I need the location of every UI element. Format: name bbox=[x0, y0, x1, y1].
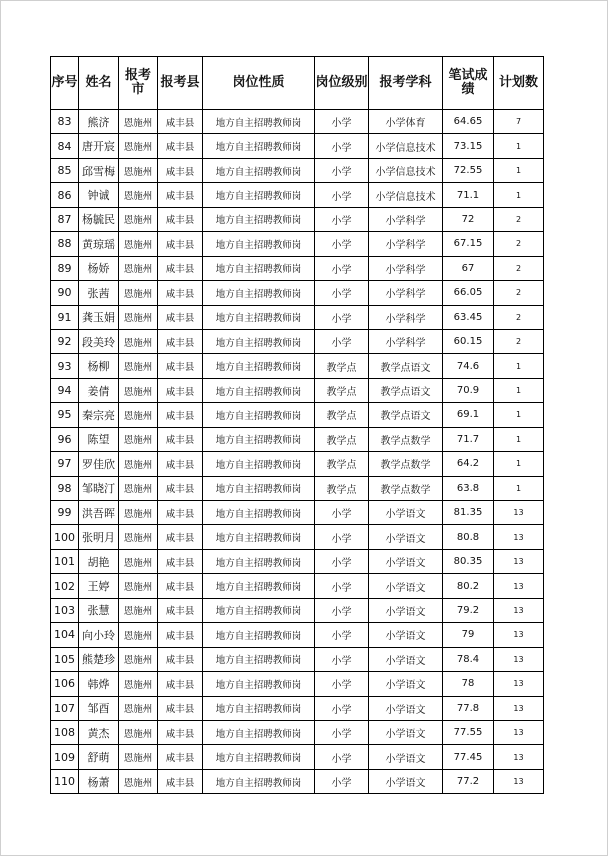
cell-county: 咸丰县 bbox=[158, 378, 203, 402]
cell-post-type: 地方自主招聘教师岗 bbox=[203, 672, 315, 696]
table-row bbox=[51, 672, 544, 696]
cell-level: 小学 bbox=[315, 745, 369, 769]
cell-county: 咸丰县 bbox=[158, 305, 203, 329]
cell-post-type: 地方自主招聘教师岗 bbox=[203, 696, 315, 720]
cell-plan: 13 bbox=[494, 672, 544, 696]
cell-city: 恩施州 bbox=[119, 696, 158, 720]
table-row bbox=[51, 574, 544, 598]
cell-subject: 小学语文 bbox=[369, 574, 443, 598]
header-city: 报考市 bbox=[119, 57, 158, 110]
cell-score: 80.8 bbox=[443, 525, 494, 549]
cell-post-type: 地方自主招聘教师岗 bbox=[203, 745, 315, 769]
cell-county: 咸丰县 bbox=[158, 476, 203, 500]
cell-level: 小学 bbox=[315, 134, 369, 158]
cell-level: 小学 bbox=[315, 647, 369, 671]
cell-city: 恩施州 bbox=[119, 378, 158, 402]
cell-post-type: 地方自主招聘教师岗 bbox=[203, 574, 315, 598]
cell-plan: 13 bbox=[494, 745, 544, 769]
cell-post-type: 地方自主招聘教师岗 bbox=[203, 476, 315, 500]
cell-post-type: 地方自主招聘教师岗 bbox=[203, 329, 315, 353]
cell-subject: 小学科学 bbox=[369, 256, 443, 280]
cell-plan: 2 bbox=[494, 256, 544, 280]
cell-county: 咸丰县 bbox=[158, 549, 203, 573]
table-row bbox=[51, 476, 544, 500]
cell-post-type: 地方自主招聘教师岗 bbox=[203, 525, 315, 549]
cell-subject: 教学点数学 bbox=[369, 427, 443, 451]
cell-level: 小学 bbox=[315, 720, 369, 744]
table-row bbox=[51, 696, 544, 720]
table-row bbox=[51, 378, 544, 402]
cell-score: 78 bbox=[443, 672, 494, 696]
cell-county: 咸丰县 bbox=[158, 501, 203, 525]
table-row bbox=[51, 745, 544, 769]
cell-subject: 小学语文 bbox=[369, 745, 443, 769]
cell-score: 70.9 bbox=[443, 378, 494, 402]
cell-score: 72 bbox=[443, 207, 494, 231]
cell-plan: 2 bbox=[494, 232, 544, 256]
table-row bbox=[51, 329, 544, 353]
cell-score: 78.4 bbox=[443, 647, 494, 671]
cell-post-type: 地方自主招聘教师岗 bbox=[203, 110, 315, 134]
cell-name: 姜倩 bbox=[79, 378, 119, 402]
cell-level: 小学 bbox=[315, 281, 369, 305]
cell-seq: 88 bbox=[51, 232, 79, 256]
cell-subject: 小学科学 bbox=[369, 305, 443, 329]
cell-subject: 小学语文 bbox=[369, 549, 443, 573]
cell-post-type: 地方自主招聘教师岗 bbox=[203, 183, 315, 207]
cell-subject: 教学点语文 bbox=[369, 378, 443, 402]
cell-seq: 101 bbox=[51, 549, 79, 573]
cell-level: 小学 bbox=[315, 183, 369, 207]
cell-name: 秦宗亮 bbox=[79, 403, 119, 427]
cell-score: 63.45 bbox=[443, 305, 494, 329]
cell-city: 恩施州 bbox=[119, 574, 158, 598]
cell-score: 80.2 bbox=[443, 574, 494, 598]
cell-score: 77.55 bbox=[443, 720, 494, 744]
cell-city: 恩施州 bbox=[119, 623, 158, 647]
cell-plan: 1 bbox=[494, 427, 544, 451]
cell-plan: 13 bbox=[494, 574, 544, 598]
cell-level: 小学 bbox=[315, 207, 369, 231]
cell-seq: 108 bbox=[51, 720, 79, 744]
cell-subject: 小学科学 bbox=[369, 232, 443, 256]
cell-county: 咸丰县 bbox=[158, 281, 203, 305]
cell-name: 向小玲 bbox=[79, 623, 119, 647]
cell-level: 小学 bbox=[315, 598, 369, 622]
cell-post-type: 地方自主招聘教师岗 bbox=[203, 647, 315, 671]
cell-name: 邱雪梅 bbox=[79, 158, 119, 182]
cell-city: 恩施州 bbox=[119, 329, 158, 353]
cell-score: 81.35 bbox=[443, 501, 494, 525]
cell-city: 恩施州 bbox=[119, 501, 158, 525]
cell-score: 73.15 bbox=[443, 134, 494, 158]
cell-name: 杨柳 bbox=[79, 354, 119, 378]
cell-seq: 85 bbox=[51, 158, 79, 182]
cell-city: 恩施州 bbox=[119, 525, 158, 549]
table-row bbox=[51, 598, 544, 622]
cell-name: 段美玲 bbox=[79, 329, 119, 353]
cell-plan: 13 bbox=[494, 769, 544, 793]
cell-county: 咸丰县 bbox=[158, 134, 203, 158]
cell-subject: 教学点数学 bbox=[369, 452, 443, 476]
cell-name: 杨娇 bbox=[79, 256, 119, 280]
cell-name: 罗佳欣 bbox=[79, 452, 119, 476]
cell-city: 恩施州 bbox=[119, 427, 158, 451]
cell-name: 胡艳 bbox=[79, 549, 119, 573]
cell-seq: 94 bbox=[51, 378, 79, 402]
cell-plan: 13 bbox=[494, 720, 544, 744]
cell-plan: 13 bbox=[494, 598, 544, 622]
cell-name: 黄杰 bbox=[79, 720, 119, 744]
cell-post-type: 地方自主招聘教师岗 bbox=[203, 549, 315, 573]
header-plan: 计划数 bbox=[494, 57, 544, 110]
cell-subject: 小学语文 bbox=[369, 769, 443, 793]
cell-post-type: 地方自主招聘教师岗 bbox=[203, 720, 315, 744]
cell-county: 咸丰县 bbox=[158, 256, 203, 280]
cell-seq: 84 bbox=[51, 134, 79, 158]
cell-city: 恩施州 bbox=[119, 110, 158, 134]
cell-name: 张慧 bbox=[79, 598, 119, 622]
cell-plan: 1 bbox=[494, 158, 544, 182]
cell-level: 教学点 bbox=[315, 403, 369, 427]
cell-level: 小学 bbox=[315, 110, 369, 134]
table-row bbox=[51, 769, 544, 793]
cell-city: 恩施州 bbox=[119, 158, 158, 182]
cell-county: 咸丰县 bbox=[158, 329, 203, 353]
table-row bbox=[51, 354, 544, 378]
cell-name: 洪吾晖 bbox=[79, 501, 119, 525]
cell-level: 小学 bbox=[315, 574, 369, 598]
cell-level: 教学点 bbox=[315, 427, 369, 451]
cell-plan: 13 bbox=[494, 696, 544, 720]
cell-post-type: 地方自主招聘教师岗 bbox=[203, 158, 315, 182]
cell-plan: 13 bbox=[494, 525, 544, 549]
cell-city: 恩施州 bbox=[119, 720, 158, 744]
cell-subject: 小学语文 bbox=[369, 501, 443, 525]
cell-county: 咸丰县 bbox=[158, 183, 203, 207]
table-row bbox=[51, 305, 544, 329]
cell-post-type: 地方自主招聘教师岗 bbox=[203, 232, 315, 256]
table-row bbox=[51, 232, 544, 256]
cell-seq: 95 bbox=[51, 403, 79, 427]
cell-plan: 1 bbox=[494, 378, 544, 402]
results-table bbox=[50, 56, 544, 794]
cell-level: 小学 bbox=[315, 623, 369, 647]
cell-post-type: 地方自主招聘教师岗 bbox=[203, 378, 315, 402]
cell-city: 恩施州 bbox=[119, 134, 158, 158]
cell-name: 熊济 bbox=[79, 110, 119, 134]
cell-score: 66.05 bbox=[443, 281, 494, 305]
cell-subject: 小学科学 bbox=[369, 329, 443, 353]
cell-city: 恩施州 bbox=[119, 256, 158, 280]
cell-score: 60.15 bbox=[443, 329, 494, 353]
cell-score: 64.2 bbox=[443, 452, 494, 476]
cell-score: 71.1 bbox=[443, 183, 494, 207]
cell-score: 77.45 bbox=[443, 745, 494, 769]
cell-county: 咸丰县 bbox=[158, 207, 203, 231]
cell-city: 恩施州 bbox=[119, 232, 158, 256]
cell-seq: 99 bbox=[51, 501, 79, 525]
header-name: 姓名 bbox=[79, 57, 119, 110]
cell-seq: 97 bbox=[51, 452, 79, 476]
table-row bbox=[51, 549, 544, 573]
header-row bbox=[51, 57, 544, 110]
table-row bbox=[51, 525, 544, 549]
cell-seq: 102 bbox=[51, 574, 79, 598]
cell-score: 72.55 bbox=[443, 158, 494, 182]
cell-name: 陈望 bbox=[79, 427, 119, 451]
cell-level: 小学 bbox=[315, 329, 369, 353]
cell-city: 恩施州 bbox=[119, 207, 158, 231]
cell-county: 咸丰县 bbox=[158, 403, 203, 427]
cell-subject: 小学信息技术 bbox=[369, 158, 443, 182]
cell-county: 咸丰县 bbox=[158, 720, 203, 744]
cell-score: 71.7 bbox=[443, 427, 494, 451]
header-seq: 序号 bbox=[51, 57, 79, 110]
cell-level: 小学 bbox=[315, 256, 369, 280]
cell-name: 龚玉娟 bbox=[79, 305, 119, 329]
cell-city: 恩施州 bbox=[119, 769, 158, 793]
cell-city: 恩施州 bbox=[119, 305, 158, 329]
cell-level: 教学点 bbox=[315, 476, 369, 500]
cell-seq: 107 bbox=[51, 696, 79, 720]
cell-county: 咸丰县 bbox=[158, 672, 203, 696]
header-county: 报考县 bbox=[158, 57, 203, 110]
cell-seq: 105 bbox=[51, 647, 79, 671]
cell-county: 咸丰县 bbox=[158, 354, 203, 378]
cell-subject: 小学语文 bbox=[369, 525, 443, 549]
cell-subject: 小学语文 bbox=[369, 623, 443, 647]
table-row bbox=[51, 647, 544, 671]
cell-score: 77.2 bbox=[443, 769, 494, 793]
cell-post-type: 地方自主招聘教师岗 bbox=[203, 305, 315, 329]
cell-plan: 1 bbox=[494, 403, 544, 427]
cell-plan: 1 bbox=[494, 134, 544, 158]
cell-seq: 110 bbox=[51, 769, 79, 793]
cell-name: 熊楚珍 bbox=[79, 647, 119, 671]
cell-subject: 小学科学 bbox=[369, 281, 443, 305]
cell-plan: 13 bbox=[494, 623, 544, 647]
cell-name: 舒萌 bbox=[79, 745, 119, 769]
cell-post-type: 地方自主招聘教师岗 bbox=[203, 452, 315, 476]
cell-seq: 109 bbox=[51, 745, 79, 769]
table-row bbox=[51, 403, 544, 427]
cell-subject: 小学信息技术 bbox=[369, 134, 443, 158]
cell-level: 小学 bbox=[315, 549, 369, 573]
cell-seq: 96 bbox=[51, 427, 79, 451]
cell-city: 恩施州 bbox=[119, 403, 158, 427]
cell-post-type: 地方自主招聘教师岗 bbox=[203, 207, 315, 231]
cell-level: 小学 bbox=[315, 672, 369, 696]
cell-score: 63.8 bbox=[443, 476, 494, 500]
cell-post-type: 地方自主招聘教师岗 bbox=[203, 501, 315, 525]
header-level: 岗位级别 bbox=[315, 57, 369, 110]
cell-city: 恩施州 bbox=[119, 745, 158, 769]
cell-level: 小学 bbox=[315, 501, 369, 525]
cell-subject: 小学信息技术 bbox=[369, 183, 443, 207]
cell-name: 张明月 bbox=[79, 525, 119, 549]
cell-score: 79 bbox=[443, 623, 494, 647]
cell-plan: 7 bbox=[494, 110, 544, 134]
table-row bbox=[51, 183, 544, 207]
table-row bbox=[51, 623, 544, 647]
table-row bbox=[51, 256, 544, 280]
header-subject: 报考学科 bbox=[369, 57, 443, 110]
cell-seq: 89 bbox=[51, 256, 79, 280]
cell-post-type: 地方自主招聘教师岗 bbox=[203, 256, 315, 280]
table-row bbox=[51, 207, 544, 231]
cell-city: 恩施州 bbox=[119, 183, 158, 207]
cell-plan: 2 bbox=[494, 281, 544, 305]
cell-level: 小学 bbox=[315, 158, 369, 182]
cell-plan: 13 bbox=[494, 647, 544, 671]
cell-subject: 小学语文 bbox=[369, 696, 443, 720]
header-post-type: 岗位性质 bbox=[203, 57, 315, 110]
cell-level: 小学 bbox=[315, 525, 369, 549]
cell-plan: 2 bbox=[494, 329, 544, 353]
cell-post-type: 地方自主招聘教师岗 bbox=[203, 427, 315, 451]
cell-seq: 104 bbox=[51, 623, 79, 647]
cell-name: 邹酉 bbox=[79, 696, 119, 720]
cell-seq: 91 bbox=[51, 305, 79, 329]
cell-city: 恩施州 bbox=[119, 647, 158, 671]
cell-level: 教学点 bbox=[315, 452, 369, 476]
table-row bbox=[51, 110, 544, 134]
cell-county: 咸丰县 bbox=[158, 158, 203, 182]
cell-level: 小学 bbox=[315, 232, 369, 256]
cell-county: 咸丰县 bbox=[158, 452, 203, 476]
cell-level: 小学 bbox=[315, 696, 369, 720]
cell-seq: 90 bbox=[51, 281, 79, 305]
cell-subject: 小学体育 bbox=[369, 110, 443, 134]
cell-score: 79.2 bbox=[443, 598, 494, 622]
cell-seq: 98 bbox=[51, 476, 79, 500]
cell-city: 恩施州 bbox=[119, 476, 158, 500]
cell-seq: 100 bbox=[51, 525, 79, 549]
cell-post-type: 地方自主招聘教师岗 bbox=[203, 403, 315, 427]
cell-subject: 小学科学 bbox=[369, 207, 443, 231]
cell-name: 邹晓汀 bbox=[79, 476, 119, 500]
cell-plan: 2 bbox=[494, 207, 544, 231]
cell-subject: 小学语文 bbox=[369, 672, 443, 696]
cell-score: 80.35 bbox=[443, 549, 494, 573]
cell-county: 咸丰县 bbox=[158, 232, 203, 256]
cell-city: 恩施州 bbox=[119, 672, 158, 696]
cell-subject: 小学语文 bbox=[369, 647, 443, 671]
cell-subject: 教学点语文 bbox=[369, 403, 443, 427]
cell-city: 恩施州 bbox=[119, 598, 158, 622]
cell-seq: 93 bbox=[51, 354, 79, 378]
cell-plan: 1 bbox=[494, 354, 544, 378]
cell-post-type: 地方自主招聘教师岗 bbox=[203, 281, 315, 305]
cell-plan: 1 bbox=[494, 476, 544, 500]
cell-plan: 1 bbox=[494, 452, 544, 476]
cell-city: 恩施州 bbox=[119, 549, 158, 573]
cell-subject: 教学点数学 bbox=[369, 476, 443, 500]
cell-level: 小学 bbox=[315, 769, 369, 793]
cell-subject: 教学点语文 bbox=[369, 354, 443, 378]
table-row bbox=[51, 134, 544, 158]
cell-name: 王婷 bbox=[79, 574, 119, 598]
cell-seq: 83 bbox=[51, 110, 79, 134]
table-row bbox=[51, 501, 544, 525]
cell-post-type: 地方自主招聘教师岗 bbox=[203, 623, 315, 647]
cell-county: 咸丰县 bbox=[158, 427, 203, 451]
cell-seq: 103 bbox=[51, 598, 79, 622]
cell-seq: 106 bbox=[51, 672, 79, 696]
cell-score: 77.8 bbox=[443, 696, 494, 720]
cell-name: 唐开宸 bbox=[79, 134, 119, 158]
cell-name: 黄琼瑶 bbox=[79, 232, 119, 256]
cell-name: 杨萧 bbox=[79, 769, 119, 793]
cell-plan: 13 bbox=[494, 501, 544, 525]
cell-county: 咸丰县 bbox=[158, 574, 203, 598]
cell-county: 咸丰县 bbox=[158, 598, 203, 622]
cell-county: 咸丰县 bbox=[158, 110, 203, 134]
cell-name: 韩烨 bbox=[79, 672, 119, 696]
cell-county: 咸丰县 bbox=[158, 623, 203, 647]
cell-county: 咸丰县 bbox=[158, 525, 203, 549]
cell-level: 教学点 bbox=[315, 378, 369, 402]
cell-score: 67.15 bbox=[443, 232, 494, 256]
cell-score: 69.1 bbox=[443, 403, 494, 427]
cell-city: 恩施州 bbox=[119, 281, 158, 305]
cell-name: 张茜 bbox=[79, 281, 119, 305]
cell-city: 恩施州 bbox=[119, 452, 158, 476]
cell-post-type: 地方自主招聘教师岗 bbox=[203, 354, 315, 378]
cell-level: 教学点 bbox=[315, 354, 369, 378]
cell-plan: 13 bbox=[494, 549, 544, 573]
cell-level: 小学 bbox=[315, 305, 369, 329]
cell-score: 67 bbox=[443, 256, 494, 280]
table-row bbox=[51, 452, 544, 476]
cell-score: 74.6 bbox=[443, 354, 494, 378]
cell-score: 64.65 bbox=[443, 110, 494, 134]
table-row bbox=[51, 281, 544, 305]
cell-post-type: 地方自主招聘教师岗 bbox=[203, 134, 315, 158]
cell-post-type: 地方自主招聘教师岗 bbox=[203, 598, 315, 622]
cell-county: 咸丰县 bbox=[158, 647, 203, 671]
table-body bbox=[51, 110, 544, 794]
cell-name: 钟诚 bbox=[79, 183, 119, 207]
cell-county: 咸丰县 bbox=[158, 769, 203, 793]
table-row bbox=[51, 158, 544, 182]
cell-subject: 小学语文 bbox=[369, 598, 443, 622]
cell-city: 恩施州 bbox=[119, 354, 158, 378]
cell-plan: 2 bbox=[494, 305, 544, 329]
cell-seq: 86 bbox=[51, 183, 79, 207]
table-row bbox=[51, 720, 544, 744]
header-score: 笔试成绩 bbox=[443, 57, 494, 110]
cell-subject: 小学语文 bbox=[369, 720, 443, 744]
cell-county: 咸丰县 bbox=[158, 696, 203, 720]
cell-seq: 87 bbox=[51, 207, 79, 231]
cell-name: 杨毓民 bbox=[79, 207, 119, 231]
cell-county: 咸丰县 bbox=[158, 745, 203, 769]
cell-seq: 92 bbox=[51, 329, 79, 353]
cell-plan: 1 bbox=[494, 183, 544, 207]
cell-post-type: 地方自主招聘教师岗 bbox=[203, 769, 315, 793]
table-row bbox=[51, 427, 544, 451]
